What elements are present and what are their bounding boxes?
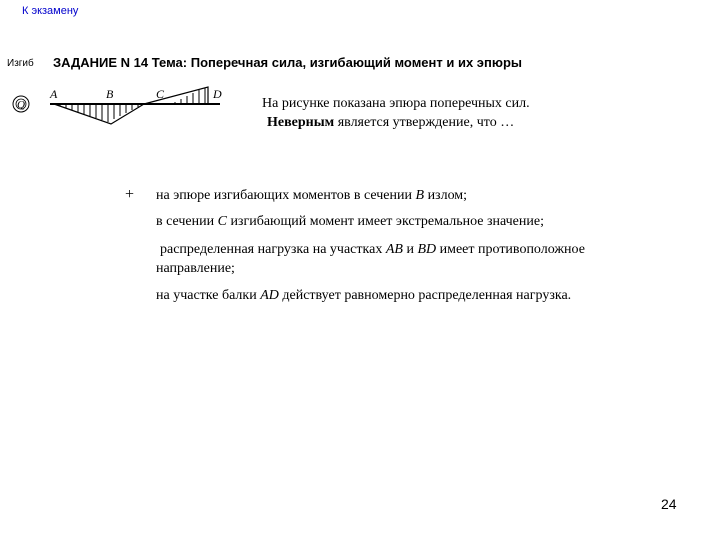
answer-text: на участке балки: [156, 288, 261, 303]
answer-variable: BD: [417, 242, 437, 257]
question-rest: является утверждение, что …: [334, 115, 515, 130]
answer-variable: C: [217, 214, 227, 229]
page-number: 24: [661, 496, 677, 512]
answer-line: [156, 240, 666, 259]
answer-text: действует равномерно распределенная нагрузка.: [278, 288, 572, 303]
point-label-a: A: [50, 87, 58, 101]
point-label-b: B: [106, 87, 114, 101]
answer-option-4[interactable]: [156, 286, 666, 305]
answer-option-2[interactable]: [156, 212, 666, 231]
task-title: ЗАДАНИЕ N 14 Тема: Поперечная сила, изгибающий момент и их эпюры: [53, 55, 522, 70]
answer-text: и: [402, 242, 418, 257]
back-to-exam-link[interactable]: К экзамену: [22, 5, 79, 17]
q-axis-icon: [13, 96, 29, 112]
point-label-c: C: [156, 87, 165, 101]
question-text: [262, 94, 592, 132]
q-label: Q: [17, 99, 25, 111]
answer-text: на эпюре изгибающих моментов в сечении: [156, 188, 416, 203]
answer-option-3[interactable]: [156, 240, 666, 278]
correct-answer-marker: +: [125, 186, 135, 203]
diagram-outline-negative: [54, 104, 144, 124]
point-label-d: D: [213, 87, 222, 101]
question-emphasis: Неверным: [267, 115, 335, 130]
topic-label: Изгиб: [7, 58, 34, 69]
answer-text: в сечении: [156, 214, 218, 229]
answer-variable: B: [415, 188, 425, 203]
answer-variable: AD: [260, 288, 279, 303]
answer-text: имеет противоположное: [436, 242, 585, 257]
answer-line: направление;: [156, 261, 235, 276]
answer-variable: AB: [385, 242, 403, 257]
diagram-outline-positive: [144, 87, 208, 104]
question-line-2: [262, 113, 592, 132]
answer-option-1[interactable]: [156, 186, 666, 205]
question-line-1: На рисунке показана эпюра поперечных сил.: [262, 96, 530, 111]
answer-text: излом;: [424, 188, 468, 203]
shear-force-diagram: [10, 84, 240, 130]
answer-text: распределенная нагрузка на участках: [160, 242, 386, 257]
answer-text: изгибающий момент имеет экстремальное значение;: [226, 214, 544, 229]
